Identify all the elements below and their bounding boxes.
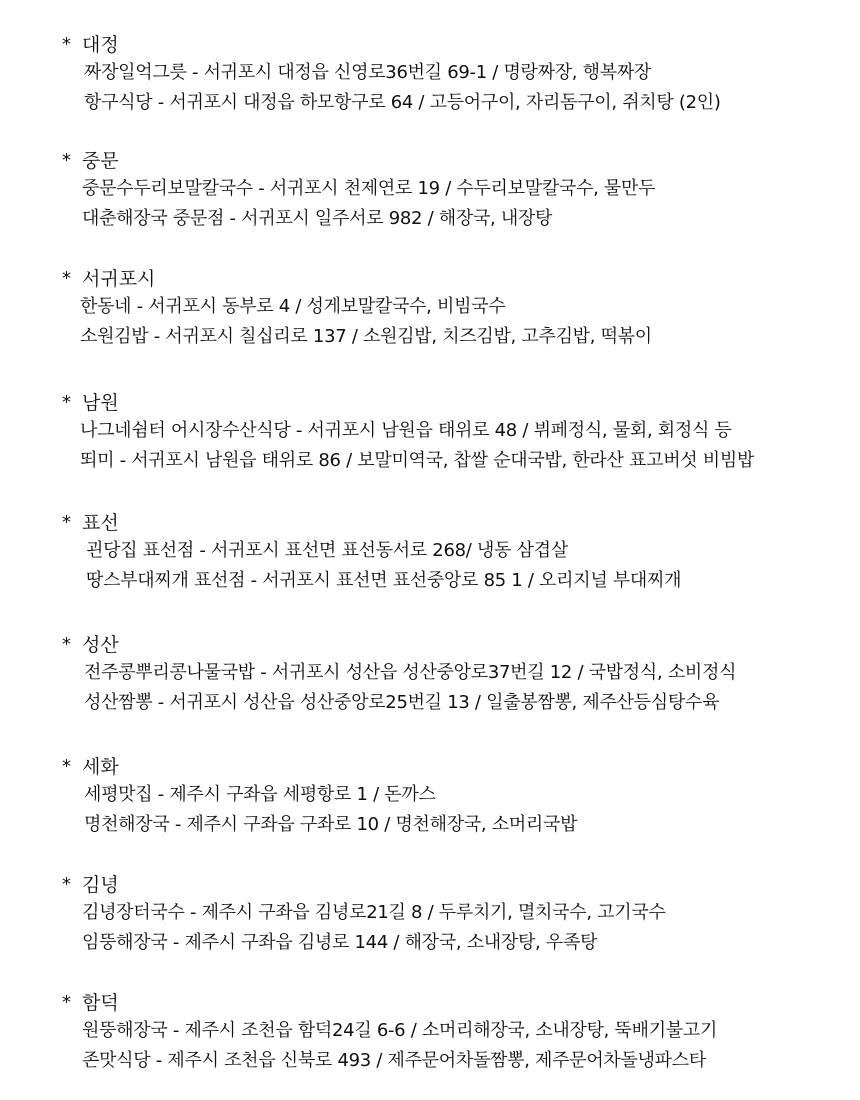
region-name: 중문: [82, 150, 119, 172]
restaurant-entry: 김녕장터국수 - 제주시 구좌읍 김녕로21길 8 / 두루치기, 멸치국수, 고기국수: [82, 902, 666, 923]
bullet-marker: *: [62, 392, 71, 413]
restaurant-entry: 임뚱해장국 - 제주시 구좌읍 김녕로 144 / 해장국, 소내장탕, 우족탕: [82, 932, 598, 953]
region-name: 성산: [82, 634, 119, 656]
section-sehwa: [62, 754, 852, 840]
bullet-marker: *: [62, 874, 71, 895]
section-pyoseon: [62, 510, 852, 596]
bullet-marker: *: [62, 992, 71, 1013]
region-name: 세화: [82, 756, 119, 778]
restaurant-entry: 전주콩뿌리콩나물국밥 - 서귀포시 성산읍 성산중앙로37번길 12 / 국밥정식, 소비정식: [84, 662, 737, 683]
bullet-marker: *: [62, 150, 71, 171]
bullet-marker: *: [62, 756, 71, 777]
region-heading: [62, 148, 852, 174]
section-seogwipo: [62, 266, 852, 352]
restaurant-entry: 땅스부대찌개 표선점 - 서귀포시 표선면 표선중앙로 85 1 / 오리지널 부대찌개: [86, 570, 682, 591]
region-name: 함덕: [82, 992, 119, 1014]
region-name: 대정: [82, 34, 119, 56]
region-name: 김녕: [82, 874, 119, 896]
restaurant-entry: 항구식당 - 서귀포시 대정읍 하모항구로 64 / 고등어구이, 자리돔구이, 쥐치탕 (2인): [84, 92, 721, 113]
bullet-marker: *: [62, 512, 71, 533]
region-name: 남원: [82, 392, 119, 414]
region-name: 서귀포시: [82, 268, 156, 290]
region-heading: [62, 872, 852, 898]
region-heading: [62, 266, 852, 292]
region-heading: [62, 390, 852, 416]
restaurant-entry: 성산짬뽕 - 서귀포시 성산읍 성산중앙로25번길 13 / 일출봉짬뽕, 제주산등심탕수육: [84, 692, 720, 713]
region-heading: [62, 510, 852, 536]
restaurant-entry: 존맛식당 - 제주시 조천읍 신북로 493 / 제주문어차돌짬뽕, 제주문어차돌냉파스타: [82, 1050, 706, 1071]
section-daejeong: [62, 32, 852, 118]
region-heading: [62, 632, 852, 658]
restaurant-entry: 명천해장국 - 제주시 구좌읍 구좌로 10 / 명천해장국, 소머리국밥: [84, 814, 578, 835]
restaurant-entry: 한동네 - 서귀포시 동부로 4 / 성게보말칼국수, 비빔국수: [80, 296, 506, 317]
section-seongsan: [62, 632, 852, 718]
restaurant-entry: 중문수두리보말칼국수 - 서귀포시 천제연로 19 / 수두리보말칼국수, 물만두: [82, 178, 656, 199]
section-jungmun: [62, 148, 852, 234]
bullet-marker: *: [62, 34, 71, 55]
restaurant-entry: 대춘해장국 중문점 - 서귀포시 일주서로 982 / 해장국, 내장탕: [82, 208, 553, 229]
restaurant-entry: 나그네쉼터 어시장수산식당 - 서귀포시 남원읍 태위로 48 / 뷔페정식, 물회, 회정식 등: [80, 420, 732, 441]
restaurant-entry: 원뚱해장국 - 제주시 조천읍 함덕24길 6-6 / 소머리해장국, 소내장탕, 뚝배기불고기: [82, 1020, 718, 1041]
restaurant-entry: 짜장일억그릇 - 서귀포시 대정읍 신영로36번길 69-1 / 명랑짜장, 행복짜장: [84, 62, 651, 83]
section-hamdeok: [62, 990, 852, 1076]
region-heading: [62, 754, 852, 780]
restaurant-entry: 뙤미 - 서귀포시 남원읍 태위로 86 / 보말미역국, 찹쌀 순대국밥, 한라산 표고버섯 비빔밥: [80, 450, 755, 471]
bullet-marker: *: [62, 268, 71, 289]
section-namwon: [62, 390, 852, 476]
restaurant-entry: 소원김밥 - 서귀포시 칠십리로 137 / 소원김밥, 치즈김밥, 고추김밥, 떡볶이: [80, 326, 652, 347]
region-heading: [62, 32, 852, 58]
bullet-marker: *: [62, 634, 71, 655]
region-heading: [62, 990, 852, 1016]
restaurant-entry: 세평맛집 - 제주시 구좌읍 세평항로 1 / 돈까스: [84, 784, 436, 805]
section-gimnyeong: [62, 872, 852, 958]
restaurant-entry: 괸당집 표선점 - 서귀포시 표선면 표선동서로 268/ 냉동 삼겹살: [86, 540, 568, 561]
region-name: 표선: [82, 512, 119, 534]
